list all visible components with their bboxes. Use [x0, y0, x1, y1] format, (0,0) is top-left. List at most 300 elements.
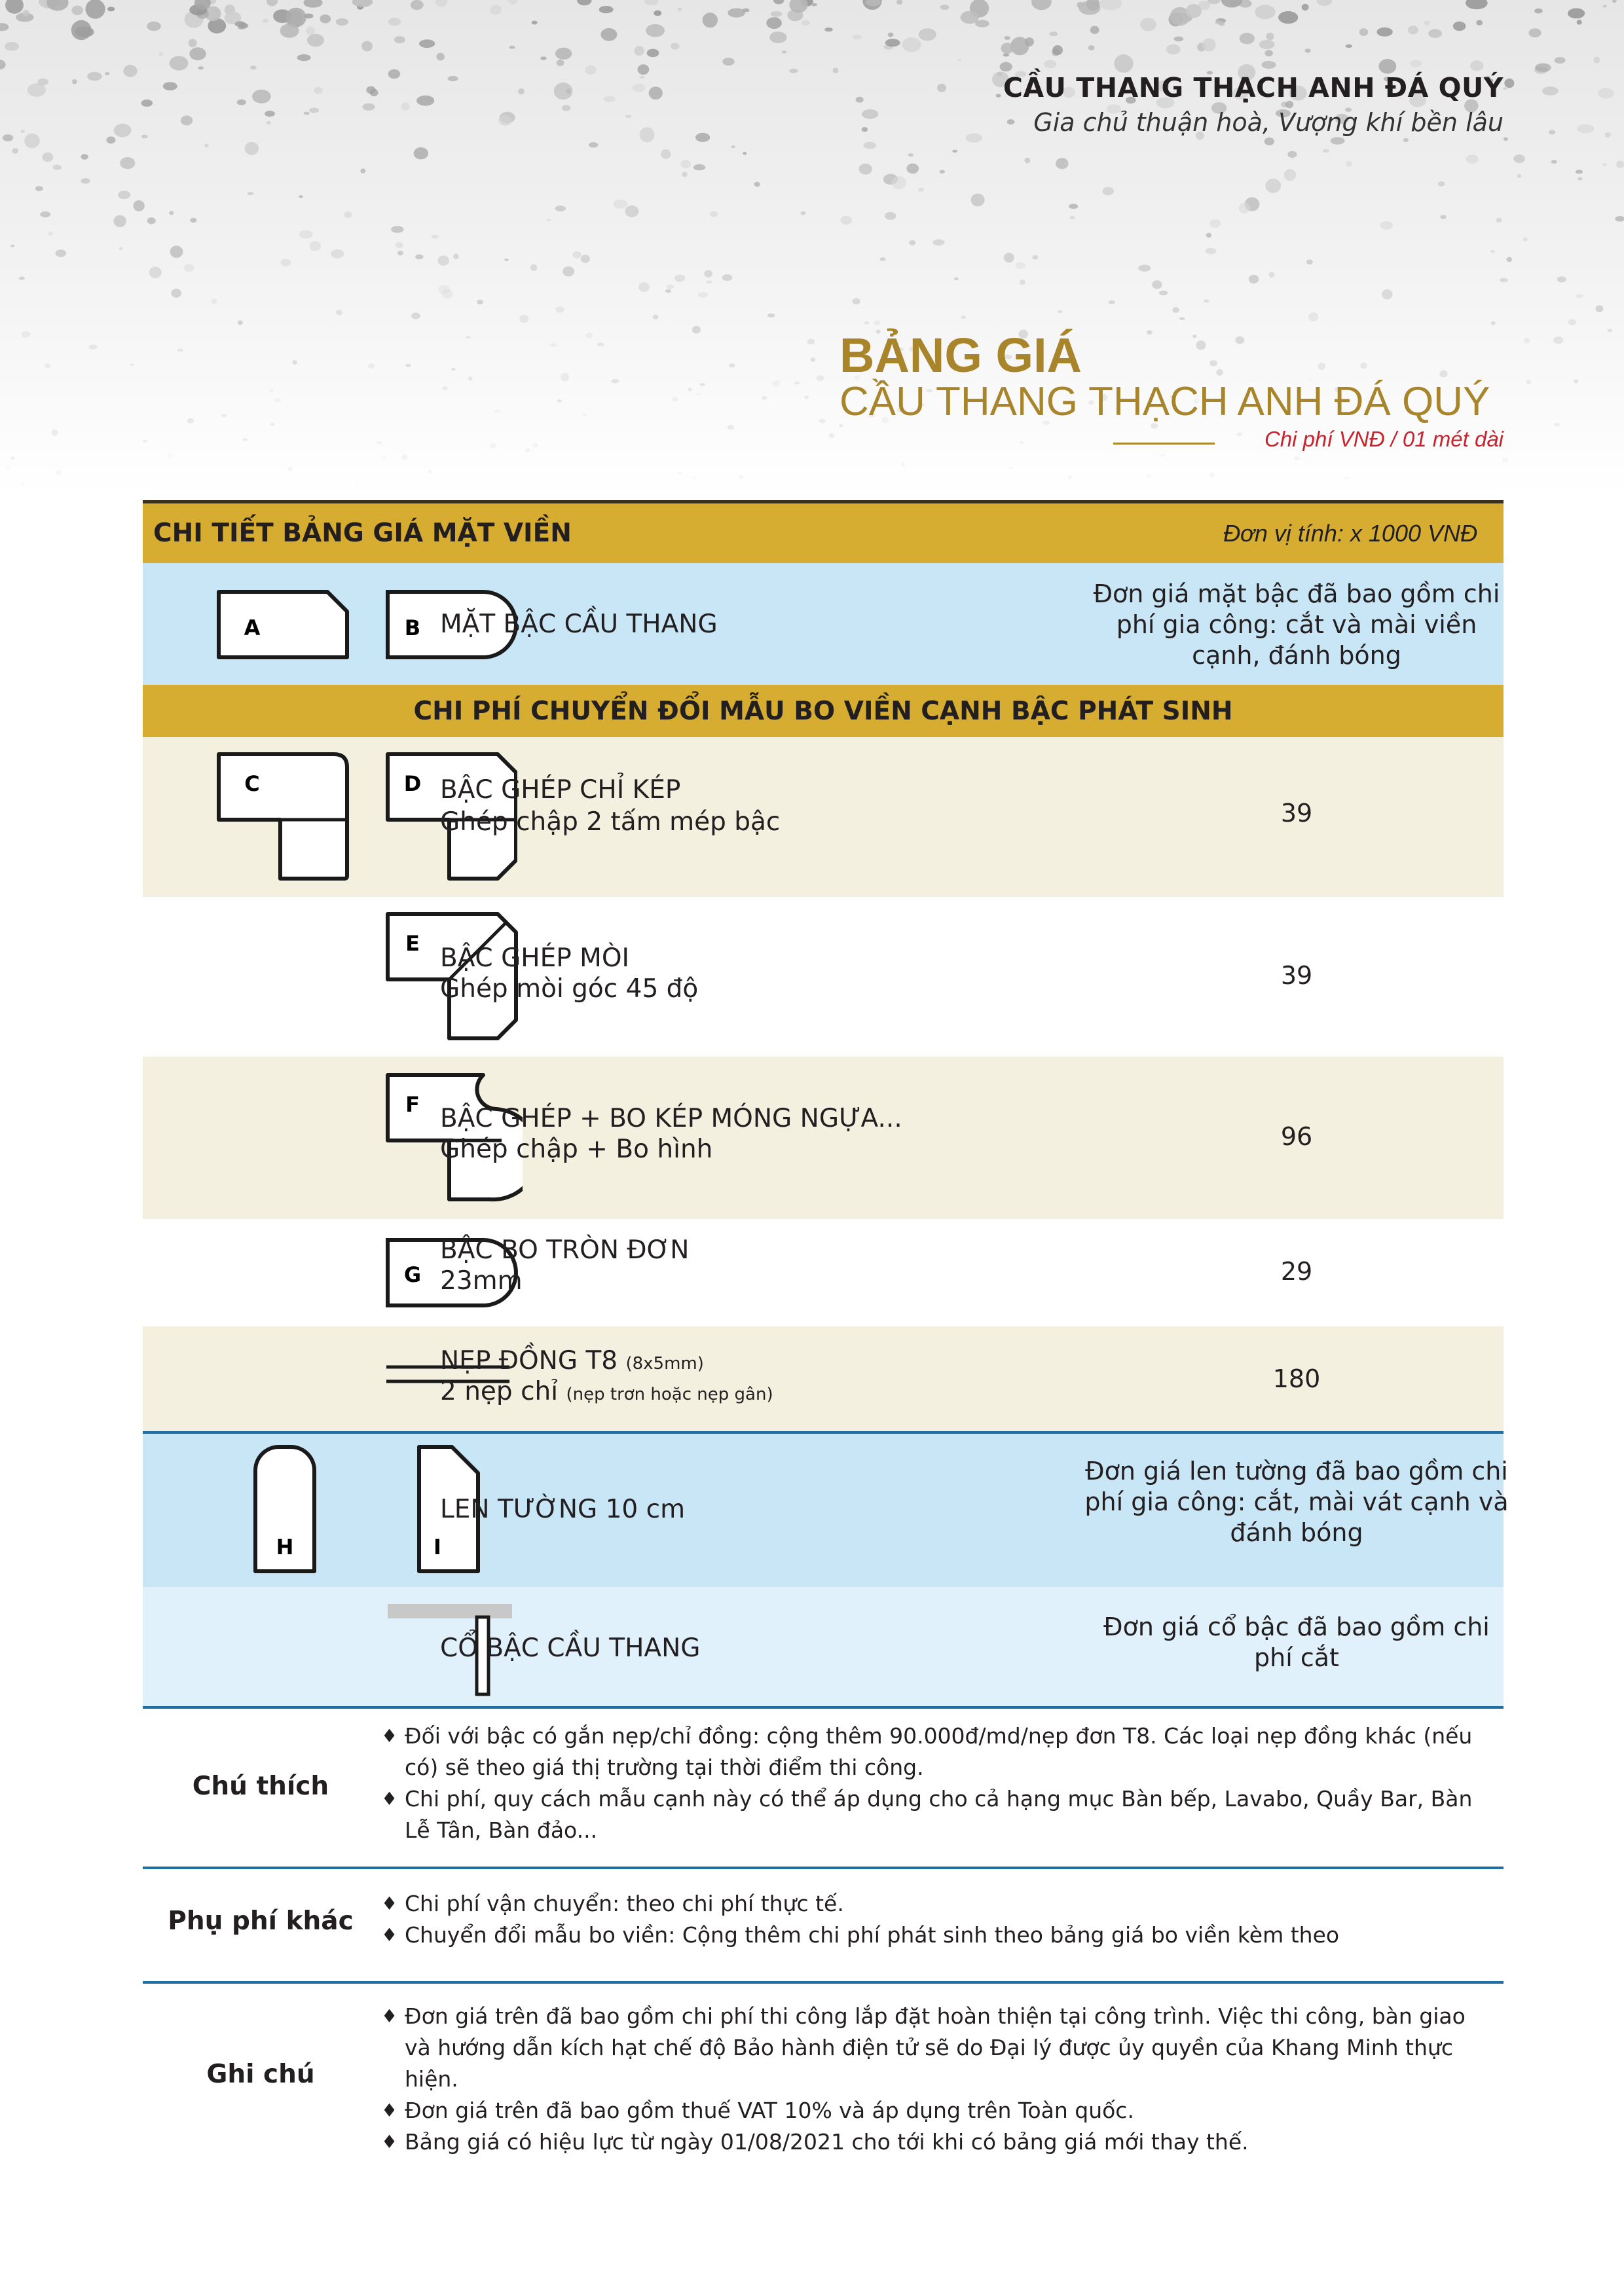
- terrazzo-speck: [1216, 369, 1223, 376]
- price-list-title: BẢNG GIÁ: [840, 328, 1082, 382]
- terrazzo-speck: [1557, 276, 1566, 282]
- row-price-note: Đơn giá len tường đã bao gồm chi phí gia công: cắt, mài vát cạnh và đánh bóng: [1084, 1457, 1509, 1547]
- section-header-title: CHI PHÍ CHUYỂN ĐỔI MẪU BO VIỀN CẠNH BẬC PHÁT SINH: [413, 696, 1233, 726]
- note-item: ♦ Bảng giá có hiệu lực từ ngày 01/08/2021 cho tới khi có bảng giá mới thay thế.: [381, 2126, 1494, 2158]
- terrazzo-speck: [856, 97, 864, 103]
- terrazzo-speck: [966, 134, 982, 143]
- row-name: BẬC BO TRÒN ĐƠN: [440, 1235, 690, 1265]
- terrazzo-speck: [1209, 473, 1215, 477]
- terrazzo-speck: [1033, 255, 1039, 260]
- terrazzo-speck: [1308, 312, 1318, 321]
- terrazzo-speck: [554, 82, 573, 100]
- terrazzo-speck: [961, 316, 966, 319]
- terrazzo-speck: [1504, 79, 1514, 88]
- terrazzo-speck: [696, 393, 700, 395]
- terrazzo-speck: [937, 84, 946, 92]
- terrazzo-speck: [1359, 28, 1369, 36]
- terrazzo-speck: [909, 240, 915, 246]
- terrazzo-speck: [1466, 155, 1478, 164]
- terrazzo-speck: [902, 37, 921, 52]
- terrazzo-speck: [1554, 423, 1560, 427]
- table-header: [143, 500, 1504, 563]
- terrazzo-speck: [307, 34, 324, 47]
- terrazzo-speck: [688, 388, 692, 392]
- terrazzo-speck: [563, 266, 574, 277]
- terrazzo-speck: [731, 145, 735, 148]
- terrazzo-speck: [1146, 474, 1151, 477]
- terrazzo-speck: [555, 206, 566, 211]
- terrazzo-speck: [667, 285, 674, 289]
- terrazzo-speck: [728, 425, 734, 430]
- terrazzo-speck: [772, 380, 780, 387]
- row-name: BẬC GHÉP MÒI: [440, 943, 630, 973]
- terrazzo-speck: [722, 58, 734, 65]
- row-desc: Ghép mòi góc 45 độ: [440, 974, 699, 1004]
- row-price: 29: [1280, 1257, 1313, 1286]
- terrazzo-speck: [817, 375, 824, 381]
- terrazzo-speck: [265, 111, 275, 117]
- terrazzo-speck: [1103, 187, 1114, 196]
- terrazzo-speck: [437, 53, 445, 61]
- terrazzo-speck: [530, 264, 537, 271]
- terrazzo-speck: [638, 64, 650, 75]
- terrazzo-speck: [794, 382, 800, 384]
- terrazzo-speck: [604, 96, 616, 103]
- terrazzo-speck: [1323, 149, 1329, 153]
- terrazzo-speck: [1058, 310, 1063, 314]
- terrazzo-speck: [1577, 124, 1594, 134]
- terrazzo-speck: [147, 217, 156, 224]
- terrazzo-speck: [1209, 360, 1217, 366]
- terrazzo-speck: [672, 397, 678, 402]
- terrazzo-speck: [958, 59, 962, 62]
- terrazzo-speck: [10, 245, 14, 247]
- terrazzo-speck: [919, 28, 936, 41]
- terrazzo-speck: [190, 218, 196, 223]
- terrazzo-speck: [238, 320, 243, 325]
- terrazzo-speck: [1424, 20, 1430, 25]
- terrazzo-speck: [394, 36, 405, 43]
- terrazzo-speck: [52, 429, 58, 436]
- terrazzo-speck: [158, 52, 163, 56]
- row-price: 180: [1272, 1364, 1321, 1393]
- terrazzo-speck: [388, 18, 401, 26]
- terrazzo-speck: [863, 142, 876, 149]
- row-divider: [143, 1706, 1504, 1709]
- terrazzo-speck: [114, 124, 131, 137]
- terrazzo-speck: [635, 46, 644, 56]
- terrazzo-speck: [703, 12, 718, 27]
- terrazzo-speck: [900, 462, 905, 466]
- row-desc: 23mm: [440, 1266, 523, 1296]
- terrazzo-speck: [35, 186, 43, 191]
- terrazzo-speck: [438, 285, 450, 295]
- row-name: BẬC GHÉP CHỈ KÉP: [440, 775, 681, 805]
- terrazzo-speck: [680, 160, 691, 168]
- terrazzo-speck: [1598, 88, 1614, 98]
- terrazzo-speck: [640, 127, 655, 142]
- terrazzo-speck: [1551, 160, 1557, 164]
- terrazzo-speck: [1025, 37, 1034, 46]
- terrazzo-speck: [304, 112, 310, 115]
- terrazzo-speck: [1438, 181, 1445, 187]
- terrazzo-speck: [22, 10, 29, 16]
- terrazzo-speck: [561, 373, 569, 382]
- terrazzo-speck: [114, 215, 126, 227]
- profile-g-label: G: [403, 1262, 422, 1287]
- terrazzo-speck: [1500, 278, 1507, 283]
- terrazzo-speck: [582, 414, 587, 416]
- terrazzo-speck: [72, 79, 77, 84]
- terrazzo-speck: [149, 266, 162, 278]
- terrazzo-speck: [309, 108, 319, 113]
- terrazzo-speck: [1001, 43, 1014, 54]
- terrazzo-speck: [1009, 467, 1014, 469]
- terrazzo-speck: [504, 259, 508, 261]
- terrazzo-speck: [401, 454, 407, 460]
- terrazzo-speck: [1237, 433, 1242, 437]
- terrazzo-speck: [169, 211, 174, 215]
- terrazzo-speck: [1186, 4, 1202, 18]
- terrazzo-speck: [888, 33, 893, 37]
- terrazzo-speck: [1159, 291, 1168, 295]
- terrazzo-speck: [314, 87, 323, 94]
- row-name: LEN TƯỜNG 10 cm: [440, 1495, 686, 1524]
- terrazzo-speck: [106, 136, 115, 143]
- terrazzo-speck: [940, 5, 950, 10]
- terrazzo-speck: [1568, 319, 1576, 325]
- terrazzo-speck: [1440, 215, 1446, 219]
- terrazzo-speck: [1020, 442, 1024, 444]
- terrazzo-speck: [120, 157, 135, 169]
- terrazzo-speck: [1005, 36, 1010, 40]
- terrazzo-speck: [270, 423, 274, 426]
- terrazzo-speck: [3, 134, 13, 141]
- terrazzo-speck: [498, 116, 511, 126]
- terrazzo-speck: [416, 96, 434, 106]
- terrazzo-speck: [1266, 33, 1274, 40]
- terrazzo-speck: [118, 191, 130, 199]
- profile-a-shape: [219, 592, 347, 657]
- terrazzo-speck: [10, 456, 15, 460]
- terrazzo-speck: [1192, 335, 1196, 338]
- row-price: 96: [1280, 1122, 1313, 1151]
- terrazzo-speck: [42, 153, 53, 162]
- terrazzo-speck: [1535, 64, 1551, 72]
- terrazzo-speck: [7, 467, 10, 470]
- terrazzo-speck: [401, 103, 410, 111]
- section-divider: [143, 1981, 1504, 1984]
- terrazzo-speck: [682, 172, 687, 177]
- terrazzo-speck: [509, 46, 515, 49]
- terrazzo-speck: [361, 41, 373, 52]
- terrazzo-speck: [419, 39, 435, 48]
- terrazzo-speck: [811, 3, 817, 7]
- terrazzo-speck: [654, 10, 661, 16]
- terrazzo-speck: [710, 211, 718, 217]
- terrazzo-speck: [1524, 338, 1530, 343]
- terrazzo-speck: [336, 18, 348, 26]
- terrazzo-speck: [204, 144, 208, 148]
- terrazzo-speck: [1215, 20, 1223, 24]
- terrazzo-speck: [1259, 40, 1275, 49]
- terrazzo-speck: [242, 438, 247, 441]
- terrazzo-speck: [738, 475, 743, 479]
- terrazzo-speck: [263, 18, 268, 22]
- terrazzo-speck: [24, 134, 40, 148]
- terrazzo-speck: [1439, 371, 1447, 378]
- terrazzo-speck: [572, 251, 581, 259]
- terrazzo-speck: [633, 84, 645, 92]
- terrazzo-speck: [1502, 458, 1508, 463]
- terrazzo-speck: [540, 56, 547, 60]
- note-item: ♦ Đơn giá trên đã bao gồm thuế VAT 10% và áp dụng trên Toàn quốc.: [381, 2095, 1494, 2126]
- terrazzo-speck: [665, 289, 671, 293]
- terrazzo-speck: [1077, 2, 1084, 9]
- terrazzo-speck: [1555, 57, 1566, 64]
- terrazzo-speck: [885, 212, 896, 220]
- terrazzo-speck: [1517, 174, 1521, 178]
- terrazzo-speck: [891, 176, 906, 189]
- terrazzo-speck: [12, 148, 18, 154]
- terrazzo-speck: [1000, 62, 1012, 71]
- terrazzo-speck: [1140, 18, 1156, 31]
- terrazzo-speck: [40, 211, 50, 217]
- terrazzo-speck: [123, 65, 137, 77]
- price-list-subtitle: CẦU THANG THẠCH ANH ĐÁ QUÝ: [840, 379, 1490, 424]
- terrazzo-speck: [532, 21, 538, 25]
- terrazzo-speck: [996, 94, 1001, 97]
- terrazzo-speck: [1574, 379, 1578, 383]
- terrazzo-speck: [557, 399, 563, 403]
- terrazzo-speck: [789, 69, 798, 73]
- terrazzo-speck: [48, 231, 53, 236]
- terrazzo-speck: [1360, 363, 1367, 369]
- terrazzo-speck: [453, 253, 458, 259]
- note-heading: Ghi chú: [206, 2060, 315, 2089]
- terrazzo-speck: [133, 200, 144, 211]
- terrazzo-speck: [940, 170, 945, 173]
- terrazzo-speck: [355, 482, 360, 485]
- terrazzo-speck: [85, 0, 105, 19]
- terrazzo-speck: [704, 270, 712, 278]
- terrazzo-speck: [1004, 253, 1014, 263]
- terrazzo-speck: [722, 274, 733, 281]
- terrazzo-speck: [141, 135, 147, 139]
- terrazzo-speck: [692, 326, 701, 334]
- terrazzo-speck: [1044, 60, 1056, 69]
- profile-d-label: D: [403, 771, 422, 796]
- note-item: ♦ Chi phí vận chuyển: theo chi phí thực tế.: [381, 1888, 1494, 1920]
- terrazzo-speck: [766, 17, 782, 29]
- terrazzo-speck: [360, 168, 365, 173]
- terrazzo-speck: [130, 363, 134, 366]
- terrazzo-speck: [1453, 22, 1466, 31]
- terrazzo-speck: [1526, 380, 1532, 384]
- note-item: ♦ Đơn giá trên đã bao gồm chi phí thi công lắp đặt hoàn thiện tại công trình. Việc thi công, bàn giao và hướng dẫn kích hạt chế độ Bảo hành điện tử sẽ do Đại lý được ủy quyền của Khang Minh thực hiện.: [381, 2001, 1494, 2095]
- terrazzo-speck: [250, 65, 256, 69]
- terrazzo-speck: [187, 418, 194, 424]
- note-list: [381, 1721, 1494, 1846]
- terrazzo-speck: [1020, 280, 1025, 285]
- terrazzo-speck: [1265, 50, 1273, 56]
- terrazzo-speck: [368, 363, 375, 369]
- terrazzo-speck: [1138, 264, 1151, 271]
- profile-b-label: B: [404, 615, 421, 640]
- terrazzo-speck: [1284, 169, 1296, 181]
- terrazzo-speck: [853, 298, 860, 304]
- note-heading: Chú thích: [192, 1772, 329, 1801]
- terrazzo-speck: [649, 86, 663, 100]
- terrazzo-speck: [698, 292, 709, 298]
- terrazzo-speck: [391, 226, 404, 233]
- terrazzo-speck: [1255, 5, 1275, 19]
- terrazzo-speck: [885, 39, 900, 46]
- terrazzo-speck: [874, 320, 881, 325]
- terrazzo-speck: [804, 395, 808, 399]
- row-desc: Ghép chập + Bo hình: [440, 1135, 713, 1164]
- terrazzo-speck: [189, 47, 206, 60]
- row-desc: Ghép chập 2 tấm mép bậc: [440, 807, 781, 837]
- terrazzo-speck: [819, 419, 825, 424]
- profile-e-label: E: [405, 931, 420, 956]
- terrazzo-speck: [639, 76, 645, 79]
- terrazzo-speck: [729, 363, 735, 367]
- terrazzo-speck: [1240, 33, 1255, 44]
- terrazzo-speck: [89, 344, 98, 349]
- terrazzo-speck: [1302, 4, 1309, 10]
- terrazzo-speck: [72, 6, 83, 16]
- terrazzo-speck: [1209, 219, 1221, 228]
- profile-h-shape: [255, 1447, 314, 1571]
- row-name: BẬC GHÉP + BO KÉP MÓNG NGỰA...: [440, 1104, 902, 1133]
- row-price: 39: [1280, 961, 1313, 990]
- terrazzo-speck: [1513, 155, 1525, 163]
- terrazzo-speck: [81, 154, 88, 160]
- row-price: 39: [1280, 799, 1313, 828]
- terrazzo-speck: [252, 90, 271, 103]
- terrazzo-speck: [678, 8, 682, 11]
- terrazzo-speck: [1278, 11, 1298, 24]
- terrazzo-speck: [299, 195, 303, 198]
- terrazzo-speck: [581, 255, 590, 263]
- terrazzo-speck: [451, 368, 455, 371]
- terrazzo-speck: [585, 333, 593, 338]
- terrazzo-speck: [1529, 28, 1541, 37]
- terrazzo-speck: [1616, 161, 1624, 168]
- terrazzo-speck: [442, 386, 448, 391]
- terrazzo-speck: [299, 230, 313, 239]
- terrazzo-speck: [693, 164, 705, 170]
- terrazzo-speck: [1577, 20, 1582, 25]
- terrazzo-speck: [237, 100, 246, 105]
- terrazzo-speck: [1491, 321, 1496, 325]
- terrazzo-speck: [1090, 26, 1099, 34]
- terrazzo-speck: [858, 164, 872, 175]
- terrazzo-speck: [189, 39, 197, 47]
- terrazzo-speck: [1206, 233, 1212, 238]
- terrazzo-speck: [671, 43, 680, 49]
- terrazzo-speck: [1239, 203, 1251, 213]
- terrazzo-speck: [1376, 27, 1392, 37]
- note-item: ♦ Chi phí, quy cách mẫu cạnh này có thể áp dụng cho cả hạng mục Bàn bếp, Lavabo, Quầy Bar, Bàn Lễ Tân, Bàn đảo...: [381, 1783, 1494, 1846]
- terrazzo-speck: [691, 476, 696, 481]
- terrazzo-speck: [1346, 45, 1352, 48]
- terrazzo-speck: [1056, 158, 1069, 169]
- terrazzo-speck: [105, 72, 109, 75]
- note-item: ♦ Đối với bậc có gắn nẹp/chỉ đồng: cộng thêm 90.000đ/md/nẹp đơn T8. Các loại nẹp đồng khác (nếu có) sẽ theo giá thị trường tại thời điểm thi công.: [381, 1721, 1494, 1783]
- terrazzo-speck: [754, 182, 760, 187]
- terrazzo-speck: [171, 289, 181, 298]
- terrazzo-speck: [961, 11, 979, 24]
- terrazzo-speck: [1496, 218, 1502, 223]
- terrazzo-speck: [267, 121, 271, 124]
- terrazzo-speck: [1152, 280, 1162, 289]
- terrazzo-speck: [1470, 60, 1483, 71]
- terrazzo-speck: [21, 482, 25, 484]
- terrazzo-speck: [56, 470, 62, 475]
- row-name: CỔ BẬC CẦU THANG: [440, 1633, 701, 1663]
- terrazzo-speck: [331, 249, 344, 259]
- terrazzo-speck: [235, 21, 246, 27]
- row-name: NẸP ĐỒNG T8 (8x5mm): [440, 1346, 704, 1376]
- terrazzo-speck: [646, 24, 665, 37]
- terrazzo-speck: [828, 433, 834, 439]
- terrazzo-speck: [518, 88, 525, 94]
- terrazzo-speck: [811, 357, 815, 362]
- terrazzo-speck: [415, 255, 423, 260]
- unit-divider: [1113, 443, 1215, 445]
- terrazzo-speck: [1050, 31, 1058, 36]
- terrazzo-speck: [1306, 259, 1313, 264]
- terrazzo-speck: [952, 150, 957, 153]
- terrazzo-speck: [599, 6, 614, 13]
- terrazzo-speck: [147, 22, 161, 31]
- terrazzo-speck: [1331, 137, 1345, 144]
- terrazzo-speck: [1382, 289, 1392, 300]
- terrazzo-speck: [411, 313, 420, 319]
- terrazzo-speck: [1264, 137, 1274, 145]
- profile-a-label: A: [244, 615, 261, 640]
- terrazzo-speck: [414, 147, 428, 159]
- terrazzo-speck: [1428, 29, 1442, 38]
- terrazzo-speck: [119, 247, 123, 250]
- terrazzo-speck: [1261, 61, 1276, 69]
- profile-f-label: F: [405, 1092, 420, 1117]
- terrazzo-speck: [906, 164, 919, 174]
- terrazzo-speck: [274, 398, 282, 403]
- terrazzo-speck: [1304, 48, 1310, 52]
- terrazzo-speck: [397, 251, 403, 256]
- terrazzo-speck: [1408, 26, 1418, 34]
- terrazzo-speck: [1534, 9, 1543, 14]
- terrazzo-speck: [438, 255, 449, 266]
- terrazzo-speck: [1380, 221, 1393, 230]
- terrazzo-speck: [1172, 307, 1179, 313]
- terrazzo-speck: [638, 282, 650, 292]
- terrazzo-speck: [5, 42, 19, 51]
- terrazzo-speck: [1269, 272, 1275, 278]
- terrazzo-speck: [1230, 1, 1240, 6]
- terrazzo-speck: [1266, 179, 1282, 193]
- terrazzo-speck: [168, 453, 173, 458]
- terrazzo-speck: [1318, 363, 1326, 371]
- terrazzo-speck: [611, 379, 619, 383]
- terrazzo-speck: [490, 443, 496, 448]
- terrazzo-speck: [1196, 340, 1206, 350]
- terrazzo-speck: [1179, 318, 1185, 320]
- terrazzo-speck: [1003, 54, 1010, 57]
